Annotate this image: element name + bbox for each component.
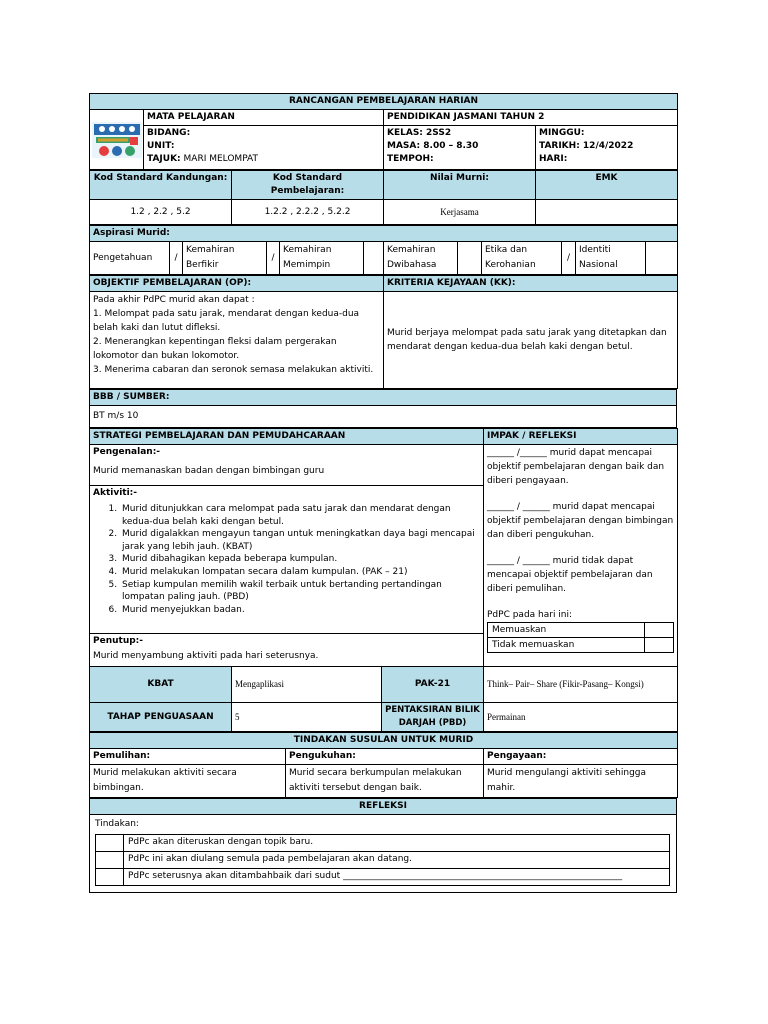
tindakan-label: Tindakan: [95, 819, 139, 829]
strategi-impak-table [89, 428, 678, 667]
pdpc-options-table [487, 622, 674, 653]
bidang-unit-tajuk-cell [144, 126, 384, 170]
aspirasi-kemahiran-dwibahasa: Kemahiran Dwibahasa [384, 242, 458, 275]
refleksi-option-3-checkbox[interactable] [96, 869, 124, 886]
kod-sk-label: Kod Standard Kandungan: [90, 171, 232, 200]
refleksi-label: REFLEKSI [90, 799, 677, 815]
penutup-section [90, 634, 483, 666]
tindakan-susulan-table [89, 732, 678, 798]
kbat-value-cell: Mengaplikasi [232, 667, 382, 703]
aspirasi-kemahiran-memimpin-mark [364, 242, 384, 275]
document-title: RANCANGAN PEMBELAJARAN HARIAN [90, 94, 678, 110]
aspirasi-table [89, 225, 678, 275]
kelas-masa-cell [384, 126, 536, 170]
aktiviti-item-4: 4. Murid melakukan lompatan secara dalam kumpulan. (PAK – 21) [120, 566, 480, 579]
pbd-value: Permainan [484, 703, 678, 732]
aktiviti-item-2: 2. Murid digalakkan mengayun tangan untuk meningkatkan daya bagi mencapai jarak yang lebih jauh. (KBAT) [120, 528, 480, 553]
tarikh: TARIKH: 12/4/2022 [539, 141, 634, 151]
bidang-label: BIDANG: [147, 128, 191, 138]
pengukuhan-label: Pengukuhan: [286, 749, 484, 765]
tajuk-value: MARI MELOMPAT [183, 154, 259, 164]
aspirasi-etika-kerohanian-mark: / [562, 242, 576, 275]
kriteria-text: Murid berjaya melompat pada satu jarak yang ditetapkan dan mendarat dengan kedua-dua belah kaki dengan betul. [384, 292, 678, 389]
lesson-plan-document [89, 93, 677, 893]
aspirasi-identiti-nasional: Identiti Nasional [576, 242, 646, 275]
aspirasi-kemahiran-memimpin: Kemahiran Memimpin [280, 242, 364, 275]
minggu: MINGGU: [539, 128, 585, 138]
masa: MASA: 8.00 – 8.30 [387, 141, 479, 151]
refleksi-options-table [95, 834, 670, 886]
pengenalan-section [90, 445, 483, 486]
refleksi-content [90, 815, 677, 893]
aspirasi-etika-kerohanian: Etika dan Kerohanian [482, 242, 562, 275]
minggu-tarikh-cell [536, 126, 678, 170]
objektif-line-3: 3. Menerima cabaran dan seronok semasa melakukan aktiviti. [93, 365, 374, 375]
impak-label: IMPAK / REFLEKSI [484, 429, 678, 445]
kod-sp-label: Kod Standard Pembelajaran: [232, 171, 384, 200]
refleksi-option-3: PdPc seterusnya akan ditambahbaik dari sudut ______________________________________________________________ [124, 869, 670, 886]
mata-pelajaran-label: MATA PELAJARAN [144, 110, 384, 126]
impak-reflection-3: ______ / ______ murid tidak dapat mencapai objektif pembelajaran dan diberi pemulihan. [487, 556, 653, 594]
pdpc-option-tidak-memuaskan-checkbox[interactable] [644, 638, 673, 653]
bbb-table [89, 389, 677, 428]
aspirasi-kemahiran-berfikir-mark: / [267, 242, 280, 275]
subject-logo-cell [90, 110, 144, 170]
tahap-penguasaan-label: TAHAP PENGUASAAN [90, 703, 232, 732]
aspirasi-kemahiran-berfikir: Kemahiran Berfikir [183, 242, 267, 275]
aktiviti-label: Aktiviti:- [93, 488, 138, 498]
refleksi-option-2-checkbox[interactable] [96, 852, 124, 869]
pak21-value: Think– Pair– Share (Fikir-Pasang– Kongsi) [484, 667, 678, 703]
refleksi-table [89, 798, 677, 893]
bbb-text: BT m/s 10 [90, 406, 677, 428]
penutup-label: Penutup:- [93, 636, 144, 646]
pdpc-option-tidak-memuaskan: Tidak memuaskan [488, 638, 645, 653]
aktiviti-item-3: 3. Murid dibahagikan kepada beberapa kumpulan. [120, 553, 480, 566]
pemulihan-text: Murid melakukan aktiviti secara bimbingan. [90, 765, 286, 798]
pdpc-label: PdPC pada hari ini: [487, 610, 573, 620]
aspirasi-pengetahuan: Pengetahuan [90, 242, 170, 275]
standards-table [89, 170, 678, 225]
pdpc-option-memuaskan: Memuaskan [488, 623, 645, 638]
objektif-line-1: 1. Melompat pada satu jarak, mendarat dengan kedua-dua belah kaki dan lutut difleksi. [93, 309, 360, 333]
pengukuhan-text: Murid secara berkumpulan melakukan aktiviti tersebut dengan baik. [286, 765, 484, 798]
emk-label: EMK [536, 171, 678, 200]
pengayaan-label: Pengayaan: [484, 749, 678, 765]
kod-sk-value: 1.2 , 2.2 , 5.2 [90, 200, 232, 225]
pbd-label: PENTAKSIRAN BILIK DARJAH (PBD) [382, 703, 484, 732]
pdpc-option-memuaskan-checkbox[interactable] [644, 623, 673, 638]
aktiviti-item-1: 1. Murid ditunjukkan cara melompat pada satu jarak dan mendarat dengan kedua-dua belah kaki dengan betul. [120, 503, 480, 528]
kbat-label-cell: KBAT [90, 667, 232, 703]
emk-value [536, 200, 678, 225]
pengenalan-label: Pengenalan:- [93, 447, 161, 457]
pengayaan-text: Murid mengulangi aktiviti sehingga mahir. [484, 765, 678, 798]
objektif-content [90, 292, 384, 389]
aspirasi-kemahiran-dwibahasa-mark [458, 242, 482, 275]
kod-sp-value: 1.2.2 , 2.2.2 , 5.2.2 [232, 200, 384, 225]
header-table [89, 93, 678, 170]
penutup-text: Murid menyambung aktiviti pada hari seterusnya. [93, 651, 319, 661]
bbb-label: BBB / SUMBER: [90, 390, 677, 406]
objektif-label: OBJEKTIF PEMBELAJARAN (OP): [90, 276, 384, 292]
aktiviti-list [93, 503, 480, 616]
pemulihan-label: Pemulihan: [90, 749, 286, 765]
hari: HARI: [539, 154, 568, 164]
refleksi-option-1: PdPc akan diteruskan dengan topik baru. [124, 835, 670, 852]
tajuk-line [147, 153, 380, 166]
physical-education-logo-icon [92, 122, 142, 158]
aspirasi-label: Aspirasi Murid: [90, 226, 678, 242]
aktiviti-section [90, 486, 483, 634]
impak-reflection-2: ______ / ______ murid dapat mencapai objektif pembelajaran dengan bimbingan dan diberi pengukuhan. [487, 502, 674, 540]
strategi-label: STRATEGI PEMBELAJARAN DAN PEMUDAHCARAAN [90, 429, 484, 445]
impak-content [484, 445, 678, 667]
refleksi-option-2: PdPc ini akan diulang semula pada pembelajaran akan datang. [124, 852, 670, 869]
aktiviti-item-6: 6. Murid menyejukkan badan. [120, 604, 480, 617]
tahap-penguasaan-value: 5 [232, 703, 382, 732]
nilai-murni-value: Kerjasama [384, 200, 536, 225]
aktiviti-item-5: 5. Setiap kumpulan memilih wakil terbaik untuk bertanding pertandingan lompatan paling jauh. (PBD) [120, 579, 480, 604]
objektif-kriteria-table [89, 275, 678, 389]
unit-label: UNIT: [147, 141, 175, 151]
strategi-content [90, 445, 484, 667]
subject-name: PENDIDIKAN JASMANI TAHUN 2 [384, 110, 678, 126]
refleksi-option-1-checkbox[interactable] [96, 835, 124, 852]
objektif-line-2: 2. Menerangkan kepentingan fleksi dalam pergerakan lokomotor dan bukan lokomotor. [93, 337, 337, 361]
tempoh: TEMPOH: [387, 154, 434, 164]
nilai-murni-label: Nilai Murni: [384, 171, 536, 200]
kriteria-label: KRITERIA KEJAYAAN (KK): [384, 276, 678, 292]
kelas: KELAS: 2SS2 [387, 128, 452, 138]
pak21-label: PAK-21 [382, 667, 484, 703]
kbat-layout-table [89, 666, 678, 732]
tindakan-susulan-label: TINDAKAN SUSULAN UNTUK MURID [90, 733, 678, 749]
aspirasi-identiti-nasional-mark [646, 242, 678, 275]
objektif-line-intro: Pada akhir PdPC murid akan dapat : [93, 295, 255, 305]
aspirasi-pengetahuan-mark: / [170, 242, 183, 275]
tajuk-label: TAJUK: [147, 154, 181, 164]
impak-reflection-1: ______ /______ murid dapat mencapai objektif pembelajaran dengan baik dan diberi pengayaan. [487, 448, 665, 486]
pengenalan-text: Murid memanaskan badan dengan bimbingan guru [93, 466, 325, 476]
